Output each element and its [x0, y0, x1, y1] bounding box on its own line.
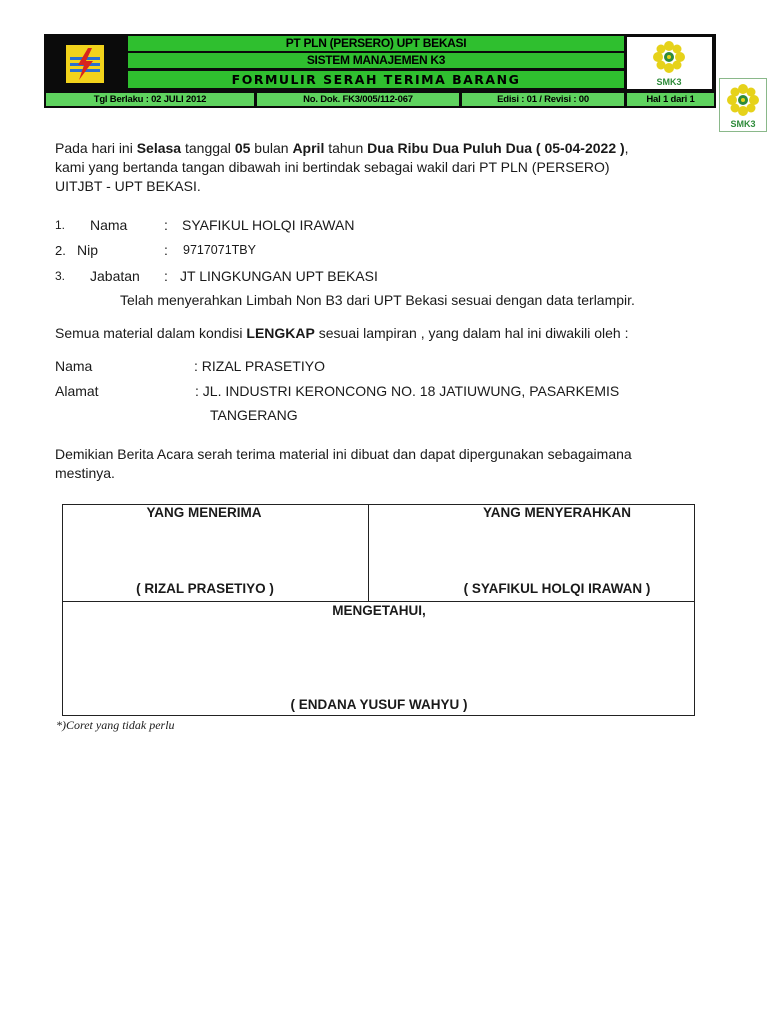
smk3-logo-text: SMK3 — [656, 77, 682, 87]
witness-name: ( ENDANA YUSUF WAHYU ) — [290, 697, 468, 712]
smk3-flower-icon — [627, 37, 712, 89]
closing-line-2: mestinya. — [55, 465, 115, 481]
date-day: 05 — [234, 140, 251, 156]
sender-position: JT LINGKUNGAN UPT BEKASI — [180, 268, 378, 284]
receiver-address-line-2: TANGERANG — [210, 407, 298, 423]
sender-name: SYAFIKUL HOLQI IRAWAN — [182, 217, 355, 233]
receiver-name-value: : RIZAL PRASETIYO — [194, 358, 325, 374]
smk3-logo — [627, 37, 712, 89]
table-divider-horizontal — [62, 601, 695, 602]
receiver-address-label: Alamat — [55, 383, 99, 399]
intro-line-3: UITJBT - UPT BEKASI. — [55, 178, 201, 194]
edition-revision: Edisi : 01 / Revisi : 00 — [462, 93, 624, 106]
valid-date: Tgl Berlaku : 02 JULI 2012 — [46, 93, 254, 106]
side-smk3-logo — [719, 78, 767, 132]
system-name: SISTEM MANAJEMEN K3 — [128, 53, 624, 68]
page-number: Hal 1 dari 1 — [627, 93, 714, 106]
intro-line-2: kami yang bertanda tangan dibawah ini bertindak sebagai wakil dari PT PLN (PERSERO) — [55, 159, 610, 175]
footnote: *)Coret yang tidak perlu — [56, 718, 175, 732]
witness-title: MENGETAHUI, — [332, 603, 426, 618]
pln-logo — [48, 38, 124, 88]
condition-statement: Semua material dalam kondisi LENGKAP sesuai lampiran , yang dalam hal ini diwakili oleh : — [55, 325, 629, 341]
sender-sign-title: YANG MENYERAHKAN — [482, 505, 632, 520]
receiver-sign-title: YANG MENERIMA — [146, 505, 262, 520]
sender-sign-name: ( SYAFIKUL HOLQI IRAWAN ) — [463, 581, 651, 596]
side-logo-text: SMK3 — [730, 119, 756, 129]
form-title: FORMULIR SERAH TERIMA BARANG — [128, 71, 624, 88]
intro-line-1: Pada hari ini Selasa tanggal 05 bulan April tahun Dua Ribu Dua Puluh Dua ( 05-04-2022 ), — [55, 140, 629, 156]
doc-number: No. Dok. FK3/005/112-067 — [257, 93, 459, 106]
sender-nip: 9717071TBY — [183, 243, 256, 257]
month-name: April — [292, 140, 325, 156]
condition-status: LENGKAP — [246, 325, 315, 341]
receiver-address-line-1: : JL. INDUSTRI KERONCONG NO. 18 JATIUWUNG, PASARKEMIS — [195, 383, 620, 399]
receiver-sign-name: ( RIZAL PRASETIYO ) — [136, 581, 274, 596]
table-divider-vertical — [368, 504, 369, 602]
smk3-flower-icon — [720, 79, 766, 131]
year-words: Dua Ribu Dua Puluh Dua ( 05-04-2022 ) — [367, 140, 625, 156]
day-name: Selasa — [136, 140, 182, 156]
receiver-name-label: Nama — [55, 358, 93, 374]
closing-line-1: Demikian Berita Acara serah terima material ini dibuat dan dapat dipergunakan sebagaimana — [55, 446, 632, 462]
pln-logo-square — [66, 45, 104, 83]
company-name: PT PLN (PERSERO) UPT BEKASI — [128, 36, 624, 51]
lightning-icon — [66, 45, 104, 83]
handover-statement: Telah menyerahkan Limbah Non B3 dari UPT Bekasi sesuai dengan data terlampir. — [120, 292, 635, 308]
